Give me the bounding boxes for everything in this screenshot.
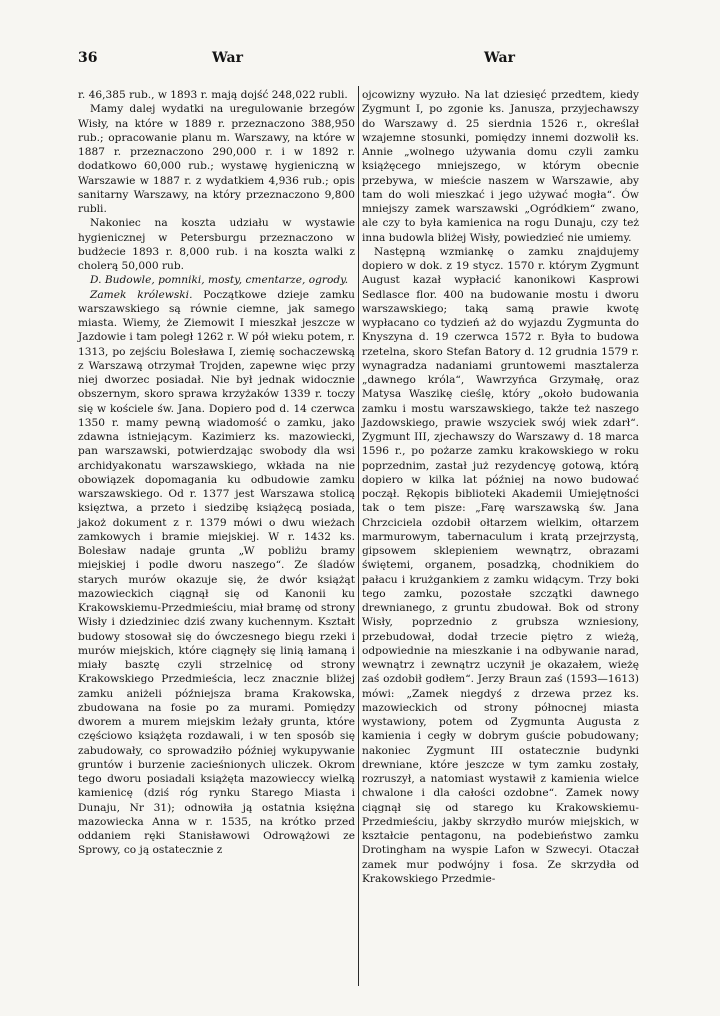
column-divider <box>358 86 359 986</box>
paragraph: r. 46,385 rub., w 1893 r. mają dojść 248,022 rubli. <box>78 89 348 101</box>
paragraph-lead: Zamek królewski. <box>90 288 193 301</box>
right-column <box>362 88 639 886</box>
paragraph: Mamy dalej wydatki na uregulowanie brzegów Wisły, na które w 1889 r. przeznaczono 388,950 rub.; opracowanie planu m. Warszawy, na które w 1887 r. przeznaczono 290,000 r. i w 1892 r. dodatkowo 60,000 rub.; wystawę hygieniczną w Warszawie w 1887 r. z wydatkiem 4,936 rub.; opis sanitarny Warszawy, na który przeznaczono 9,800 rubli. <box>78 103 355 215</box>
paragraph: ojcowizny wyzuło. Na lat dziesięć przedtem, kiedy Zygmunt I, po zgonie ks. Janusza, przyjechawszy do Warszawy d. 25 sierdnia 1526 r., określał wzajemne stosunki, pomiędzy innemi dozwolił ks. Annie „wolnego używania domu czyli zamku książęcego mniejszego, w którym obecnie przebywa, w mieście naszem w Warszawie, aby tam do woli mieszkać i jego używać mogła“. Ów mniejszy zamek warszawski „Ogródkiem“ zwano, ale czy to była kamienica na rogu Dunaju, czy też inna budowla bliżej Wisły, powiedzieć nie umiemy. <box>362 89 639 244</box>
paragraph: Następną wzmiankę o zamku znajdujemy dopiero w dok. z 19 stycz. 1570 r. którym Zygmunt August kazał wypłacić kanonikowi Kasprowi Sedlasce flor. 400 na budowanie mostu i dworu warszawskiego; taką samą prawie kwotę wypłacano co tydzień aż do wyjazdu Zygmunta do Knyszyna d. 19 czerwca 1572 r. Była to budowa rzetelna, skoro Stefan Batory d. 12 grudnia 1579 r. wynagradza nadaniami gruntowemi masztalerza „dawnego króla“, Wawrzyńca Grzymałę, oraz Matysa Waszikę cieślę, który „około budowania zamku i mostu warszawskiego, także też naszego Jazdowskiego, prawie wszyciek swój wiek zdarł“. Zygmunt III, zjechawszy do Warszawy d. 18 marca 1596 r., po pożarze zamku krakowskiego w roku poprzednim, zastał już rezydencyę gotową, którą dopiero w kilka lat później na nowo budować począł. Rękopis biblioteki Akademii Umiejętności tak o tem pisze: „Farę warszawską św. Jana Chrzciciela ozdobił ołtarzem wielkim, ołtarzem marmurowym, tabernaculum i kratą przejrzystą, gipsowem sklepieniem wewnątrz, obrazami świętemi, organem, posadzką, chodnikiem do pałacu i krużgankiem z zamku widącym. Trzy boki tego zamku, pozostałe szczątki dawnego drewnianego, z gruntu zbudował. Bok od strony Wisły, poprzednio z grubsza wzniesiony, przebudował, dodał trzecie piętro z wieżą, odpowiednie na mieszkanie i na odbywanie narad, wewnątrz i zewnątrz uczynił je okazałem, wieżę zaś ozdobił godłem“. Jerzy Braun zaś (1593—1613) mówi: „Zamek niegdyś z drzewa przez ks. mazowieckich od strony północnej miasta wystawiony, potem od Zygmunta Augusta z kamienia i cegły w dobrym guście pobudowany; nakoniec Zygmunt III ostatecznie budynki drewniane, które jeszcze w tym zamku zostały, rozruszył, a natomiast wystawił z kamienia wielce chwalone i dla całości ozdobne“. Zamek nowy ciągnął się od starego ku Krakowskiemu-Przedmieściu, jakby skrzydło murów miejskich, w kształcie pentagonu, na podebieństwo zamku Drotingham na wyspie Lafon w Szwecyi. Otaczał zamek mur podwójny i fosa. Ze skrzydła od Krakowskiego Przedmie- <box>362 245 639 885</box>
running-title-left: War <box>212 50 243 66</box>
page-header <box>0 50 720 72</box>
page-number: 36 <box>78 50 98 66</box>
paragraph-text: Początkowe dzieje zamku warszawskiego są równie ciemne, jak samego miasta. Wiemy, że Ziemowit I mieszkał jeszcze w Jazdowie i tam poległ 1262 r. W pół wieku potem, r. 1313, po zejściu Bolesława I, ziemię sochaczewską z Warszawą otrzymał Trojden, zapewne więc przy niej dworzec posiadał. Nie był jednak widocznie obszernym, skoro sprawa krzyżaków 1339 r. toczy się w kościele św. Jana. Dopiero pod d. 14 czerwca 1350 r. mamy pewną wiadomość o zamku, jako zdawna istniejącym. Kazimierz ks. mazowiecki, pan warszawski, potwierdzając swobody dla wsi archidyakonatu warszawskiego, wkłada na nie obowiązek dopomagania ku odbudowie zamku warszawskiego. Od r. 1377 jest Warszawa stolicą księztwa, a przeto i siedzibę książęcą posiada, jakoż dokument z r. 1379 mówi o dwu wieżach zamkowych i bramie miejskiej. W r. 1432 ks. Bolesław nadaje grunta „W pobliżu bramy miejskiej i podle dworu naszego“. Ze śladów starych murów okazuje się, że dwór książąt mazowieckich ciągnął się od Kanonii ku Krakowskiemu-Przedmieściu, miał bramę od strony Wisły i dziedziniec dziś zwany kuchennym. Kształt budowy stosował się do ówczesnego biegu rzeki i murów miejskich, które ciągnęły się linią łamaną i miały basztę czyli strzelnicę od strony Krakowskiego Przedmieścia, lecz znacznie bliżej zamku aniżeli późniejsza brama Krakowska, zbudowana na fosie po za murami. Pomiędzy dworem a murem miejskim leżały grunta, które częściowo książęta rozdawali, i w ten sposób się zabudowały, co sprowadziło później wykupywanie gruntów i burzenie zacieśnionych uliczek. Okrom tego dworu posiadali książęta mazowieccy wielką kamienicę (dziś róg rynku Starego Miasta i Dunaju, Nr 31); odnowiła ją ostatnia księżna mazowiecka Anna w r. 1535, na krótko przed oddaniem ręki Stanisławowi Odrowążowi ze Sprowy, co ją ostatecznie z <box>78 288 355 857</box>
section-heading: D. Budowle, pomniki, mosty, cmentarze, ogrody. <box>90 274 349 287</box>
running-title-right: War <box>484 50 515 66</box>
paragraph <box>78 288 355 858</box>
paragraph: Nakoniec na koszta udziału w wystawie hygienicznej w Petersburgu przeznaczono w budżecie 1893 r. 8,000 rub. i na koszta walki z cholerą 50,000 rub. <box>78 217 355 272</box>
left-column <box>78 88 355 858</box>
